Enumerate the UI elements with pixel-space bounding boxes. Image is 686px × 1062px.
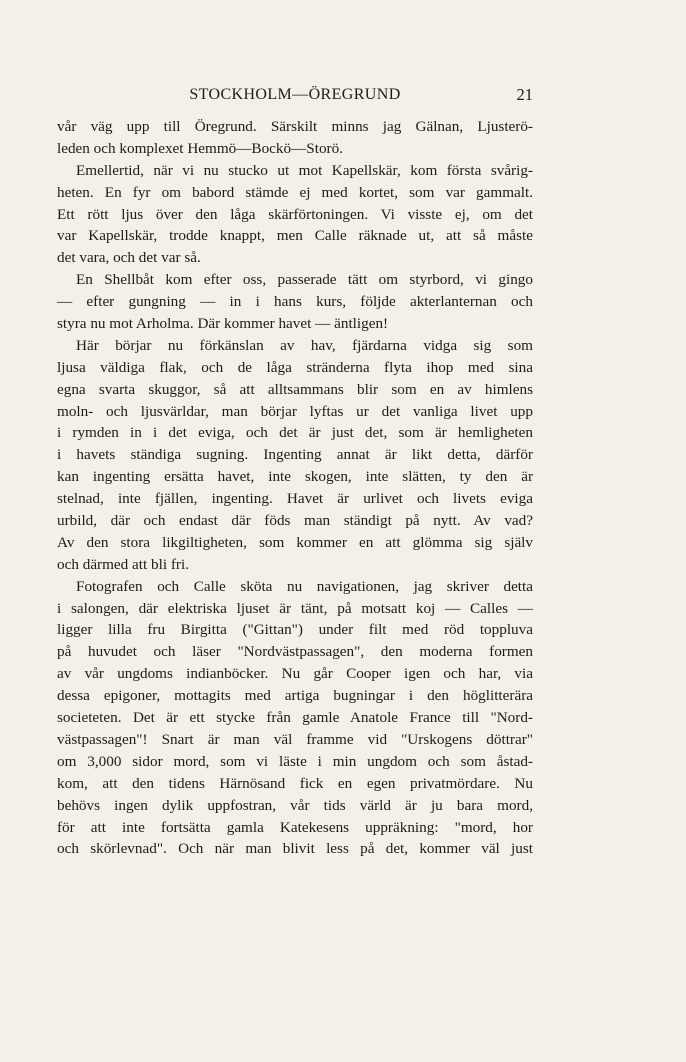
text-line: i salongen, där elektriska ljuset är tänt, på motsatt koj — Calles — bbox=[57, 599, 533, 617]
text-line: Fotografen och Calle sköta nu navigationen, jag skriver detta bbox=[76, 577, 533, 595]
paragraph bbox=[57, 335, 533, 576]
text-line: på huvudet och läser "Nordvästpassagen", den moderna formen bbox=[57, 643, 533, 661]
text-line: urbild, där och endast där föds man ständigt på nytt. Av vad? bbox=[57, 512, 533, 530]
paragraph bbox=[57, 160, 533, 269]
text-line: kom, att den tidens Härnösand fick en egen privatmördare. Nu bbox=[57, 774, 533, 792]
text-line: stelnad, inte fjällen, ingenting. Havet är urlivet och livets eviga bbox=[57, 490, 533, 508]
text-line: Emellertid, när vi nu stucko ut mot Kapellskär, kom första svårig- bbox=[76, 161, 533, 179]
text-line: leden och komplexet Hemmö—Bockö—Storö. bbox=[57, 139, 343, 157]
text-line: i rymden in i det eviga, och det är just det, som är hemligheten bbox=[57, 424, 533, 442]
text-line: Ett rött ljus över den låga skärförtoningen. Vi visste ej, om det bbox=[57, 205, 533, 223]
text-line: vår väg upp till Öregrund. Särskilt minns jag Gälnan, Ljusterö- bbox=[57, 118, 533, 135]
text-line: av vår ungdoms indianböcker. Nu går Cooper igen och har, via bbox=[57, 665, 533, 683]
body-text bbox=[57, 116, 533, 860]
paragraph bbox=[57, 576, 533, 861]
text-line: ljusa väldiga flak, och de låga stränderna flyta ihop med sina bbox=[57, 358, 533, 376]
text-line: för att inte fortsätta gamla Katekesens uppräkning: "mord, hor bbox=[57, 818, 533, 836]
paragraph bbox=[57, 116, 533, 160]
text-line: i havets ständiga sugning. Ingenting annat är likt detta, därför bbox=[57, 446, 533, 464]
text-line: — efter gungning — in i hans kurs, följde akterlanternan och bbox=[57, 293, 533, 311]
text-line: om 3,000 sidor mord, som vi läste i min ungdom och som åstad- bbox=[57, 752, 533, 770]
text-line: Här börjar nu förkänslan av hav, fjärdarna vidga sig som bbox=[76, 336, 533, 354]
text-line: det vara, och det var så. bbox=[57, 249, 201, 267]
page-number: 21 bbox=[516, 85, 533, 104]
text-line: dessa epigoner, mottagits med artiga bugningar i den höglitterära bbox=[57, 687, 533, 705]
running-title: STOCKHOLM—ÖREGRUND bbox=[189, 86, 401, 103]
text-line: var Kapellskär, trodde knappt, men Calle räknade ut, att så måste bbox=[57, 227, 533, 245]
text-line: ligger lilla fru Birgitta ("Gittan") under filt med röd toppluva bbox=[57, 621, 533, 639]
paragraph bbox=[57, 269, 533, 335]
text-line: egna svarta skuggor, så att alltsammans blir som en av himlens bbox=[57, 380, 533, 398]
text-line: moln- och ljusvärldar, man börjar lyftas ur det vanliga livet upp bbox=[57, 402, 533, 420]
text-line: och därmed att bli fri. bbox=[57, 555, 190, 573]
text-line: och skörlevnad". Och när man blivit less på det, kommer väl just bbox=[57, 840, 533, 858]
text-line: heten. En fyr om babord stämde ej med kortet, som var gammalt. bbox=[57, 183, 533, 201]
text-line: västpassagen"! Snart är man väl framme vid "Urskogens döttrar" bbox=[57, 730, 533, 748]
page-header bbox=[57, 84, 533, 108]
text-line: behövs ingen dylik uppfostran, vår tids värld är ju bara mord, bbox=[57, 796, 533, 814]
text-line: kan ingenting ersätta havet, inte skogen, inte slätten, ty den är bbox=[57, 468, 533, 486]
text-line: societeten. Det är ett stycke från gamle Anatole France till "Nord- bbox=[57, 709, 533, 727]
text-line: En Shellbåt kom efter oss, passerade tätt om styrbord, vi gingo bbox=[76, 271, 533, 289]
text-line: Av den stora likgiltigheten, som kommer en att glömma sig själv bbox=[57, 533, 533, 551]
text-line: styra nu mot Arholma. Där kommer havet — äntligen! bbox=[57, 315, 389, 333]
